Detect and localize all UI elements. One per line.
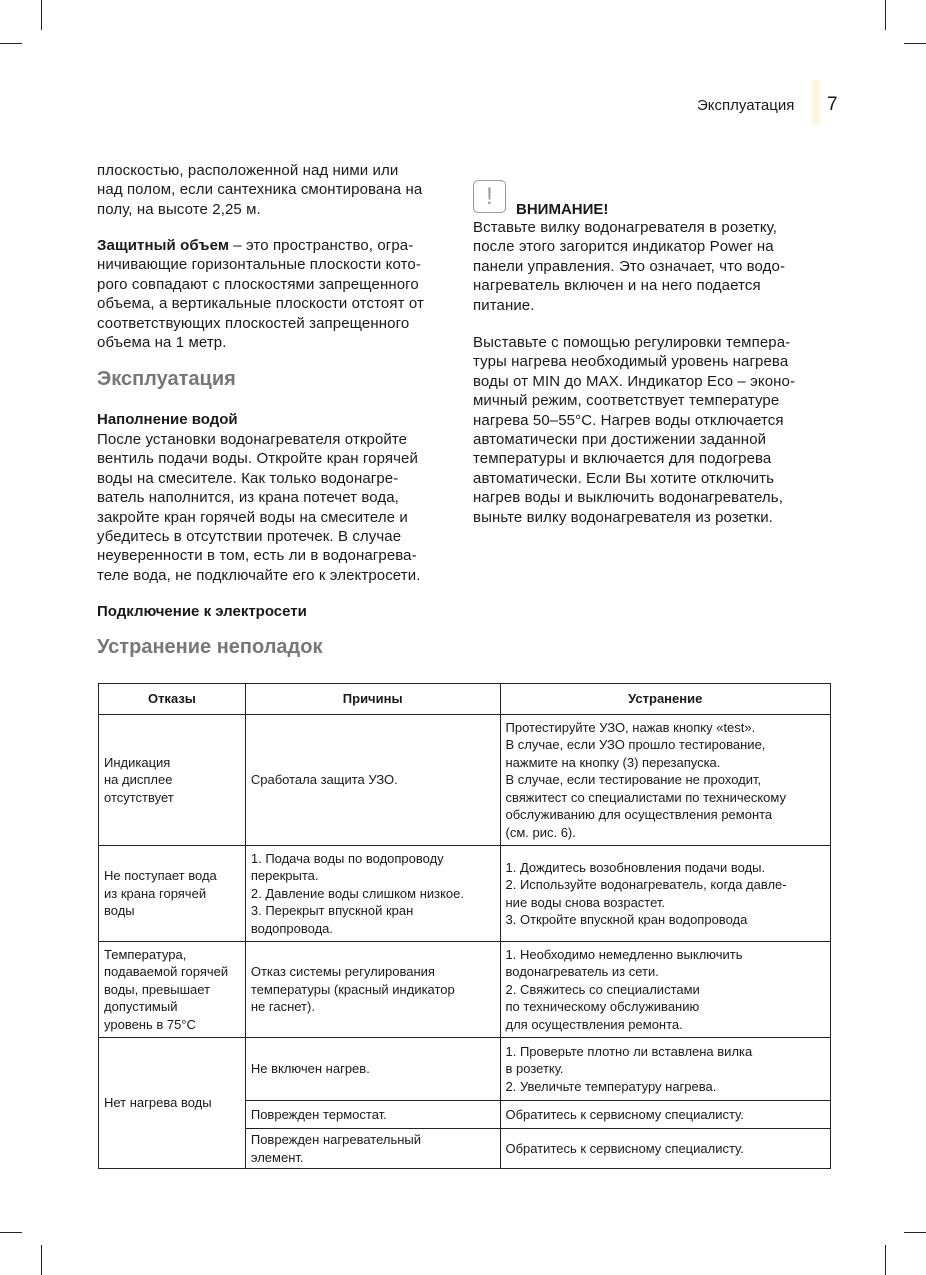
paragraph: плоскостью, расположенной над ними или над полом, если сантехника смонтирована на полу, на высоте 2,25 м.: [97, 162, 423, 218]
paragraph-protective-volume: [97, 236, 457, 352]
cause-cell: Отказ системы регулирования температуры (красный индикатор не гаснет).: [245, 942, 500, 1038]
crop-mark: [904, 43, 926, 44]
fix-cell: Обратитесь к сервисному специалисту.: [500, 1101, 831, 1129]
fault-cell: Не поступает вода из крана горячей воды: [99, 846, 246, 942]
crop-mark: [0, 43, 22, 44]
warning-text: Вставьте вилку водонагревателя в розетку, после этого загорится индикатор Power на панели управления. Это означает, что водо- нагреватель включен и на него подается питание.: [473, 219, 786, 314]
definition: – это пространство, огра- ничивающие горизонтальные плоскости кото- рого совпадают с плоскостями запрещенного объема, а вертикальные плоскости отстоят от соответствующих плоскостей запрещенного объема на 1 метр.: [97, 237, 424, 352]
crop-mark: [904, 1232, 926, 1233]
page-accent-bar: [812, 80, 820, 126]
crop-mark: [885, 1245, 886, 1275]
table-row: [99, 715, 831, 846]
fault-cell: Нет нагрева воды: [99, 1038, 246, 1169]
fix-cell: 1. Проверьте плотно ли вставлена вилка в розетку. 2. Увеличьте температуру нагрева.: [500, 1038, 831, 1101]
troubleshooting-table: [98, 683, 831, 1169]
table-row: [99, 846, 831, 942]
column-header: Отказы: [99, 684, 246, 715]
crop-mark: [885, 0, 886, 30]
crop-mark: [41, 1245, 42, 1275]
cause-cell: Поврежден термостат.: [245, 1101, 500, 1129]
column-header: Причины: [245, 684, 500, 715]
fault-cell: Индикация на дисплее отсутствует: [99, 715, 246, 846]
subheading: Наполнение водой: [97, 411, 238, 428]
column-header: Устранение: [500, 684, 831, 715]
cause-cell: Сработала защита УЗО.: [245, 715, 500, 846]
paragraph: После установки водонагревателя откройте вентиль подачи воды. Откройте кран горячей воды на смесителе. Как только водонагре- ватель наполнится, из крана потечет вода, закройте кран горячей воды на смесителе и убедитесь в отсутствии протечек. В случае неуверенности в том, есть ли в водонагрева- теле вода, не подключайте его к электросети.: [97, 431, 421, 584]
warning-icon: !: [473, 180, 506, 213]
running-header: Эксплуатация: [697, 97, 795, 114]
crop-mark: [41, 0, 42, 30]
table-row: [99, 1038, 831, 1101]
table-header-row: [99, 684, 831, 715]
crop-mark: [0, 1232, 22, 1233]
fix-cell: 1. Дождитесь возобновления подачи воды. 2. Используйте водонагреватель, когда давле- ние воды снова возрастет. 3. Откройте впускной кран водопровода: [500, 846, 831, 942]
paragraph: Выставьте с помощью регулировки темпера- туры нагрева необходимый уровень нагрева воды от MIN до MAX. Индикатор Eco – эконо- мичный режим, соответствует температуре нагрева 50–55°C. Нагрев воды отключается автоматически при достижении заданной температуры и включается для подогрева автоматически. Если Вы хотите отключить нагрев воды и выключить водонагреватель, выньте вилку водонагревателя из розетки.: [473, 334, 796, 526]
cause-cell: Не включен нагрев.: [245, 1038, 500, 1101]
table-row: [99, 942, 831, 1038]
subheading: Подключение к электросети: [97, 603, 307, 620]
fault-cell: Температура, подаваемой горячей воды, превышает допустимый уровень в 75°C: [99, 942, 246, 1038]
term: Защитный объем: [97, 237, 230, 254]
page-number: 7: [827, 94, 838, 115]
section-title: Эксплуатация: [97, 368, 236, 390]
warning-title: ВНИМАНИЕ!: [516, 201, 609, 218]
section-title: Устранение неполадок: [97, 636, 323, 658]
cause-cell: Поврежден нагревательный элемент.: [245, 1129, 500, 1169]
cause-cell: 1. Подача воды по водопроводу перекрыта. 2. Давление воды слишком низкое. 3. Перекрыт впускной кран водопровода.: [245, 846, 500, 942]
fix-cell: Обратитесь к сервисному специалисту.: [500, 1129, 831, 1169]
fix-cell: Протестируйте УЗО, нажав кнопку «test». В случае, если УЗО прошло тестирование, нажмите на кнопку (3) перезапуска. В случае, если тестирование не проходит, свяжитест со специалистами по техническому обслуживанию для осуществления ремонта (см. рис. 6).: [500, 715, 831, 846]
fix-cell: 1. Необходимо немедленно выключить водонагреватель из сети. 2. Свяжитесь со специалистами по техническому обслуживанию для осуществления ремонта.: [500, 942, 831, 1038]
